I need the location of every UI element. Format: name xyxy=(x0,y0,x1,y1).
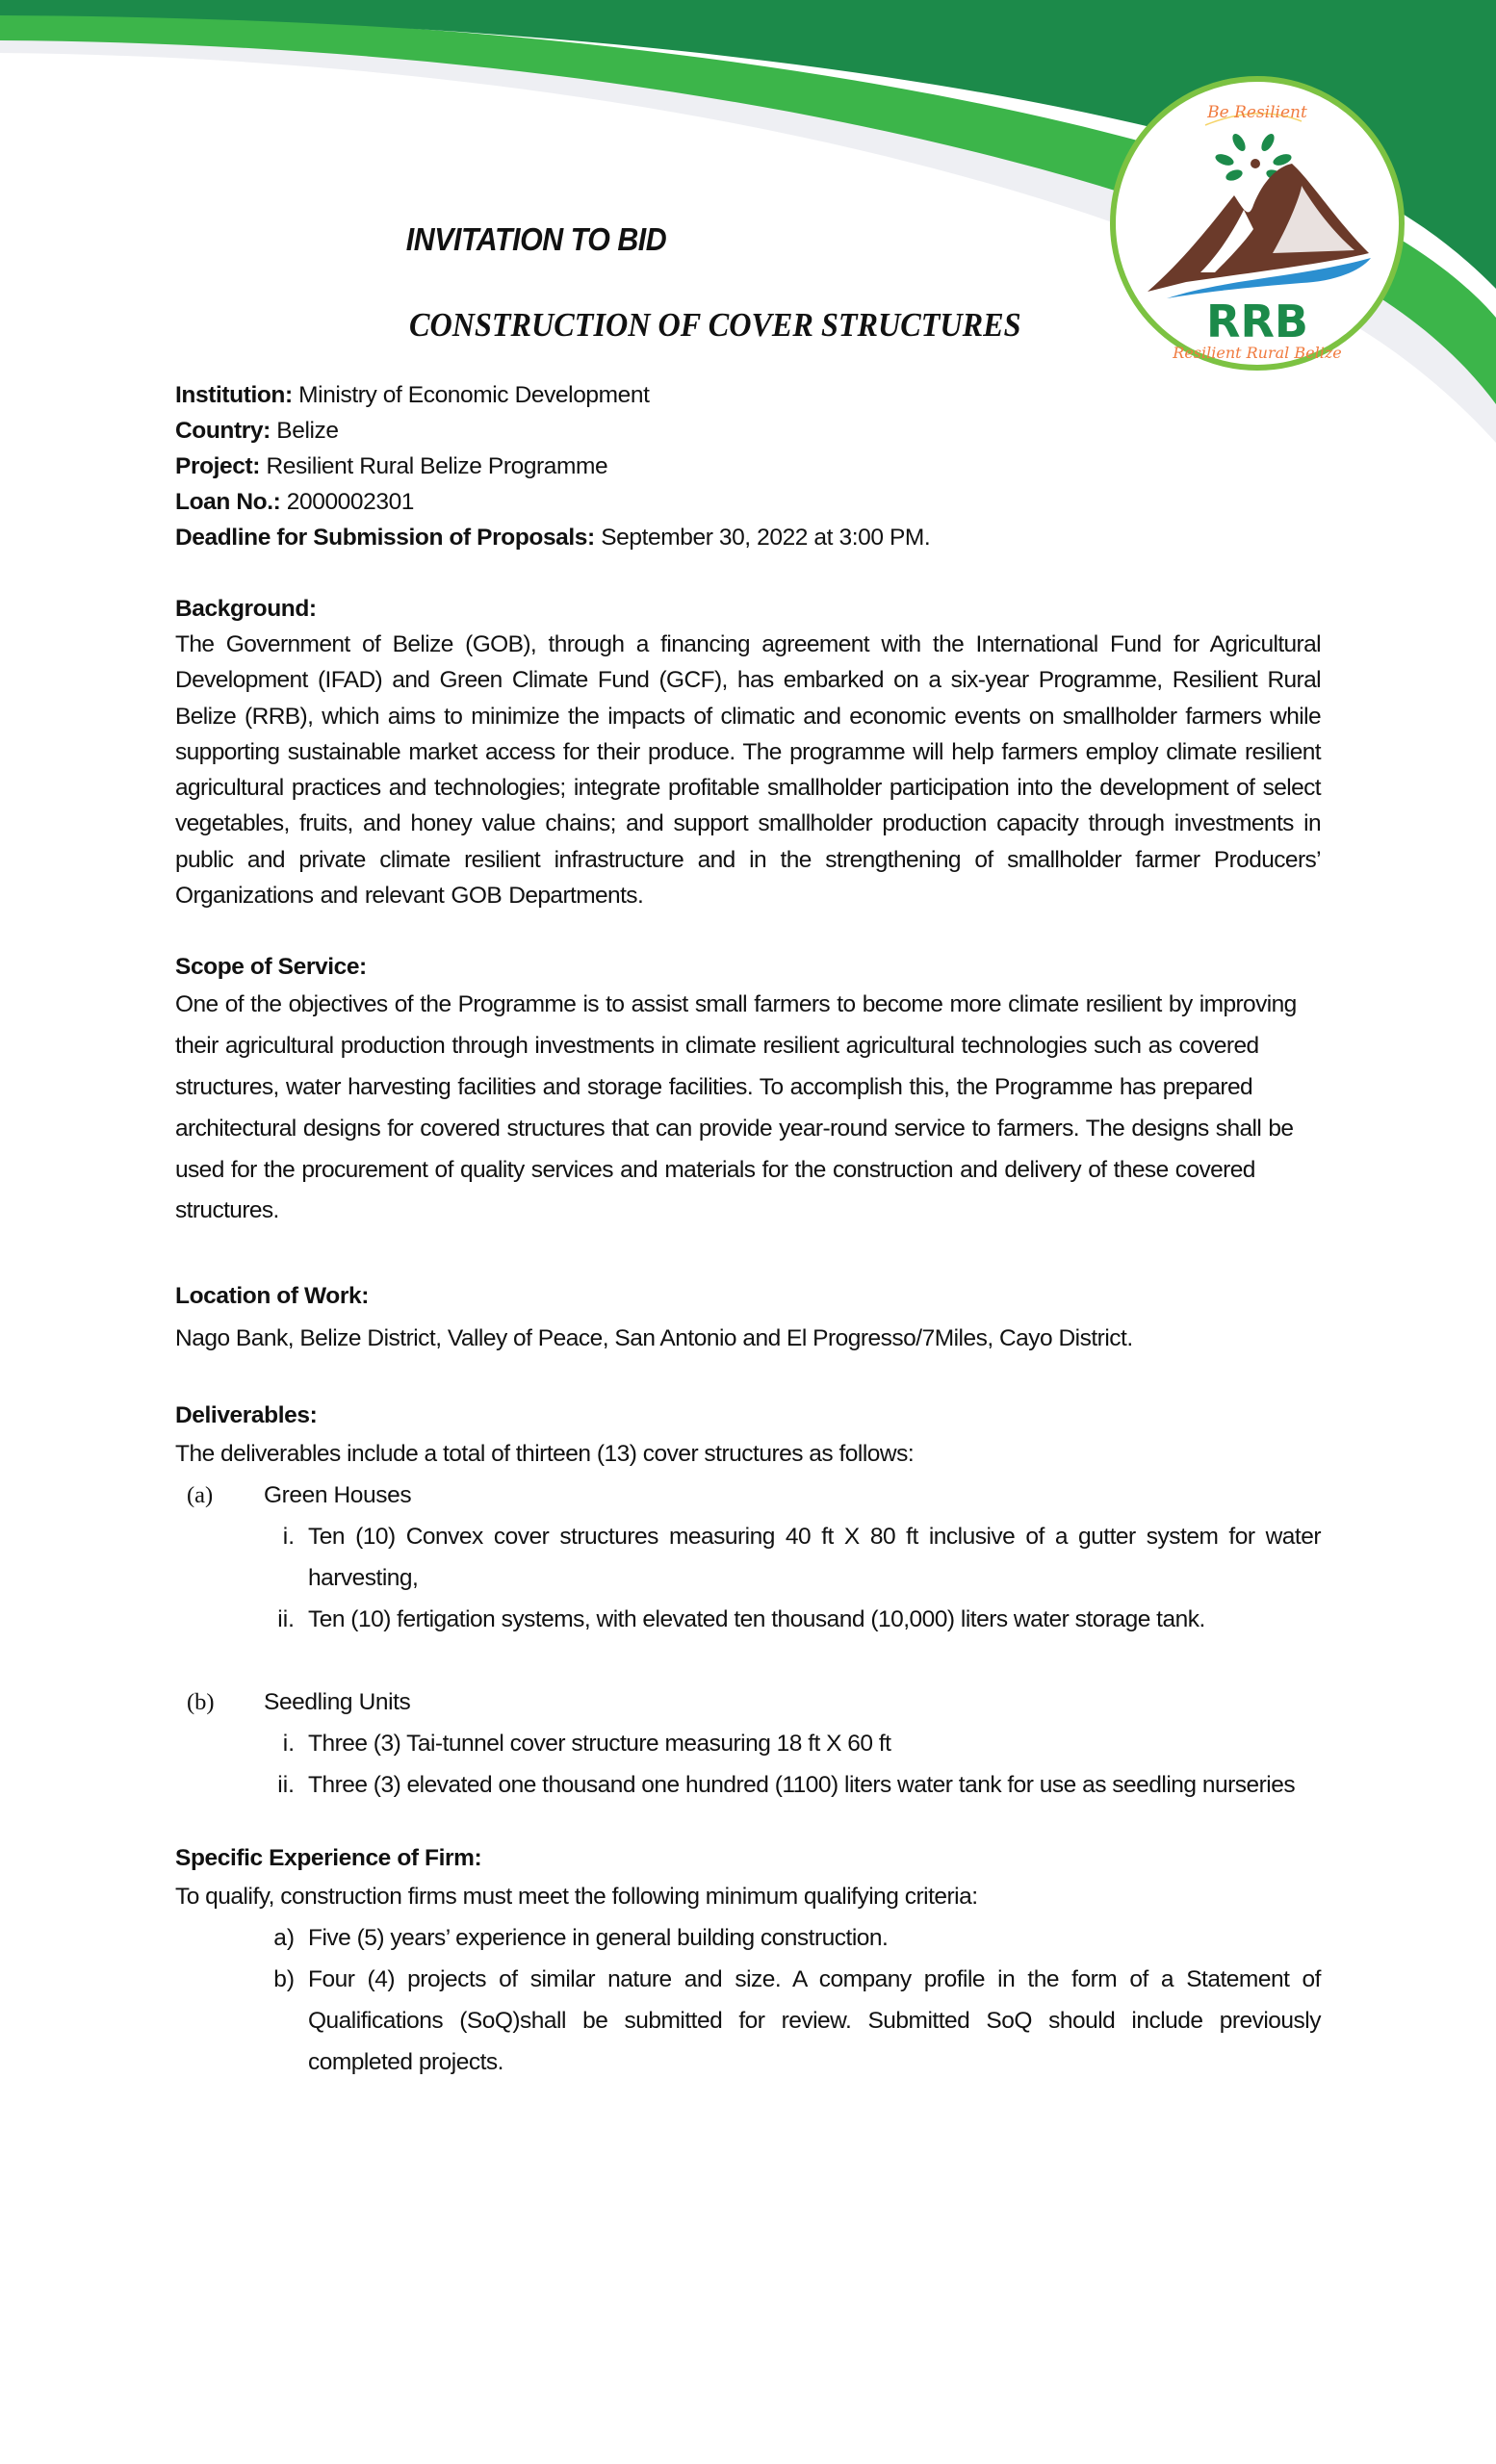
list-marker: (b) xyxy=(187,1689,215,1716)
meta-institution xyxy=(175,377,1321,413)
deliverables-heading: Deliverables: xyxy=(175,1402,318,1429)
deliverable-group-b xyxy=(175,1681,1321,1723)
meta-value: Belize xyxy=(270,418,339,444)
meta-deadline xyxy=(175,520,1321,555)
list-item xyxy=(175,1723,1321,1764)
location-text: Nago Bank, Belize District, Valley of Peace, San Antonio and El Progresso/7Miles, Cayo District. xyxy=(175,1325,1133,1352)
list-item-text: Ten (10) fertigation systems, with elevated ten thousand (10,000) liters water storage tank. xyxy=(308,1606,1205,1633)
meta-label: Deadline for Submission of Proposals: xyxy=(175,525,595,551)
meta-value: September 30, 2022 at 3:00 PM. xyxy=(594,525,931,551)
background-text: The Government of Belize (GOB), through a financing agreement with the International Fund for Agricultural Development (IFAD) and Green Climate Fund (GCF), has embarked on a six-year Programme, Resilient Rural Belize (RRB), which aims to minimize the impacts of climatic and economic events on smallholder farmers while supporting sustainable market access for their produce. The programme will help farmers employ climate resilient agricultural practices and technologies; integrate profitable smallholder participation into the development of select vegetables, fruits, and honey value chains; and support smallholder production capacity through investments in public and private climate resilient infrastructure and in the strengthening of smallholder farmer Producers’ Organizations and relevant GOB Departments. xyxy=(175,631,1321,910)
list-item-text: Ten (10) Convex cover structures measuring 40 ft X 80 ft inclusive of a gutter system for water harvesting, xyxy=(308,1524,1321,1592)
list-marker: i. xyxy=(282,1524,295,1551)
background-section xyxy=(175,591,1321,913)
experience-intro: To qualify, construction firms must meet the following minimum qualifying criteria: xyxy=(175,1884,978,1911)
list-marker: ii. xyxy=(277,1772,295,1799)
list-marker: a) xyxy=(273,1925,295,1952)
group-label: Green Houses xyxy=(264,1482,412,1509)
document-title xyxy=(0,221,1496,258)
scope-section xyxy=(175,949,1321,1232)
location-section xyxy=(175,1278,1321,1359)
meta-value: Resilient Rural Belize Programme xyxy=(260,453,608,479)
meta-label: Loan No.: xyxy=(175,489,281,515)
scope-text: One of the objectives of the Programme is to assist small farmers to become more climate resilient by improving their agricultural production through investments in climate resilient agricultural technologies such as covered structures, water harvesting facilities and storage facilities. To accomplish this, the Programme has prepared architectural designs for covered structures that can provide year-round service to farmers. The designs shall be used for the procurement of quality services and materials for the construction and delivery of these covered structures. xyxy=(175,991,1297,1224)
experience-section xyxy=(175,1840,1321,2083)
scope-heading: Scope of Service: xyxy=(175,954,367,981)
logo-full-name: Resilient Rural Belize xyxy=(1173,344,1342,362)
list-marker: (a) xyxy=(187,1482,214,1509)
logo-acronym: RRB xyxy=(1206,295,1308,347)
background-heading: Background: xyxy=(175,596,317,622)
document-title-text: INVITATION TO BID xyxy=(405,221,667,257)
experience-heading: Specific Experience of Firm: xyxy=(175,1845,482,1872)
document-body xyxy=(175,377,1321,2083)
logo-tagline: Be Resilient xyxy=(1207,103,1307,122)
spacer xyxy=(175,1640,1321,1681)
criteria-text: Five (5) years’ experience in general building construction. xyxy=(308,1925,889,1952)
deliverables-intro: The deliverables include a total of thirteen (13) cover structures as follows: xyxy=(175,1441,915,1468)
list-item xyxy=(175,1599,1321,1640)
location-heading: Location of Work: xyxy=(175,1283,369,1310)
meta-project xyxy=(175,449,1321,484)
criteria-item xyxy=(175,1917,1321,1959)
meta-country xyxy=(175,413,1321,449)
list-marker: i. xyxy=(282,1731,295,1758)
list-item-text: Three (3) elevated one thousand one hundred (1100) liters water tank for use as seedling nurseries xyxy=(308,1772,1296,1799)
document-subtitle: CONSTRUCTION OF COVER STRUCTURES xyxy=(409,306,1021,344)
criteria-item xyxy=(175,1959,1321,2083)
list-item-text: Three (3) Tai-tunnel cover structure measuring 18 ft X 60 ft xyxy=(308,1731,891,1758)
list-marker: b) xyxy=(273,1966,295,1993)
list-item xyxy=(175,1516,1321,1599)
group-label: Seedling Units xyxy=(264,1689,411,1716)
meta-label: Country: xyxy=(175,418,271,444)
meta-value: 2000002301 xyxy=(280,489,415,515)
list-item xyxy=(175,1764,1321,1806)
deliverable-group-a xyxy=(175,1475,1321,1516)
list-marker: ii. xyxy=(277,1606,295,1633)
meta-loan-number xyxy=(175,484,1321,520)
meta-block xyxy=(175,377,1321,555)
meta-label: Project: xyxy=(175,453,261,479)
meta-value: Ministry of Economic Development xyxy=(292,382,650,408)
deliverables-section xyxy=(175,1398,1321,1806)
criteria-text: Four (4) projects of similar nature and size. A company profile in the form of a Statement of Qualifications (SoQ)shall be submitted for review. Submitted SoQ should include previously completed projects. xyxy=(308,1966,1321,2076)
meta-label: Institution: xyxy=(175,382,293,408)
